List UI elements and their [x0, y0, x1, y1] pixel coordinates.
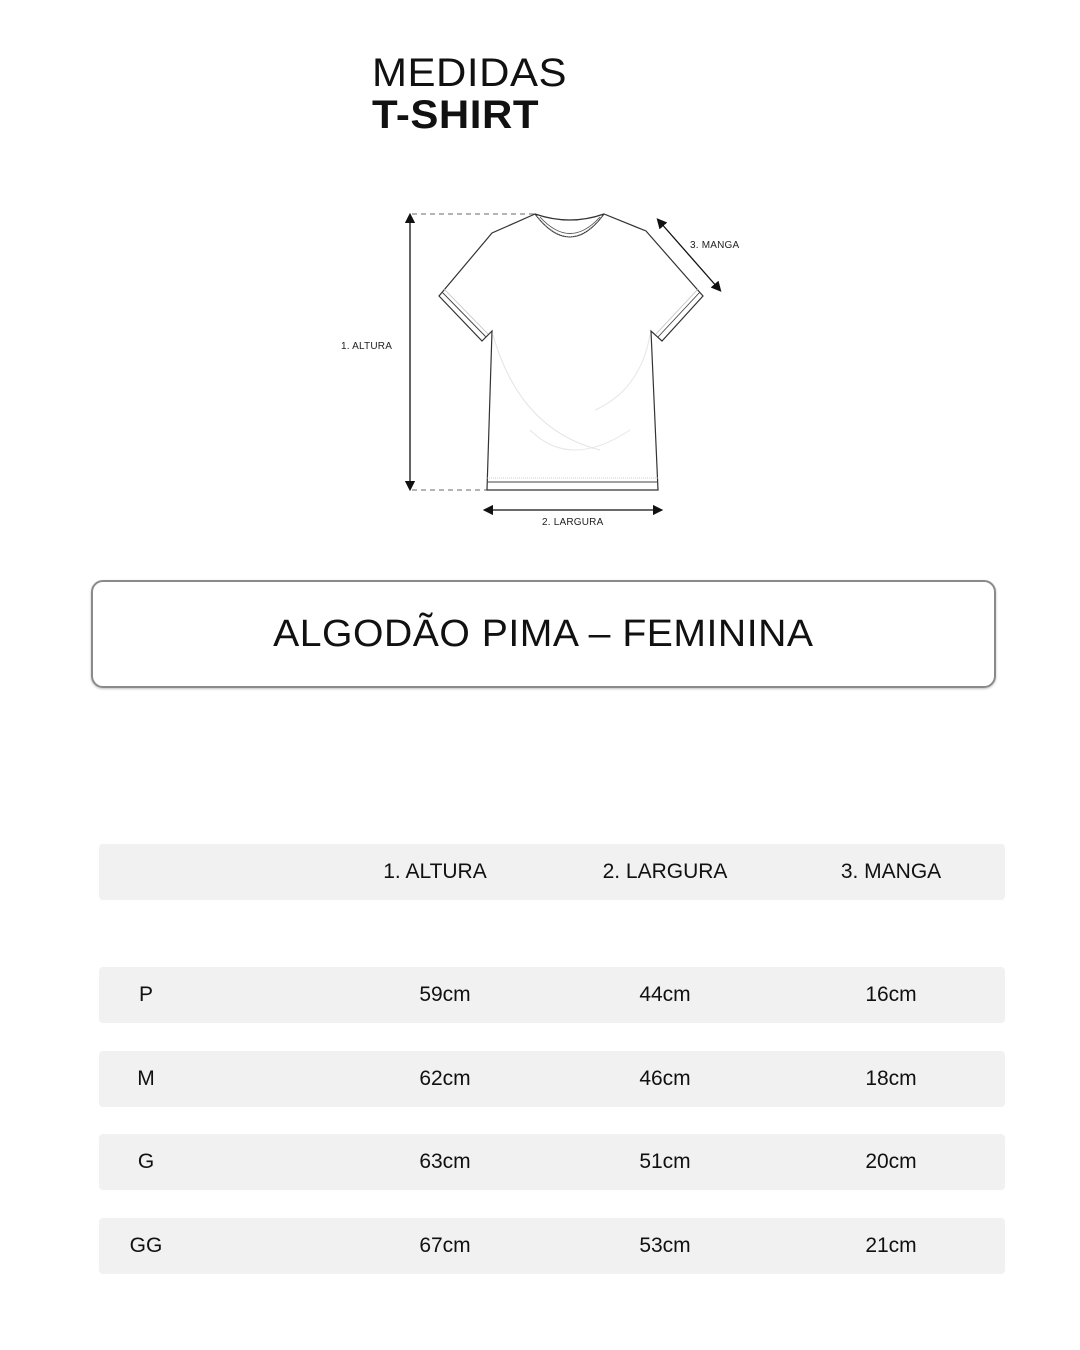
- banner-title: ALGODÃO PIMA – FEMININA: [273, 612, 814, 655]
- header-size: [109, 844, 183, 900]
- manga-cell: 18cm: [865, 1067, 917, 1090]
- manga-cell: 20cm: [865, 1150, 917, 1173]
- largura-cell: 46cm: [639, 1067, 691, 1090]
- tshirt-icon: [330, 200, 750, 540]
- tshirt-measurement-diagram: [330, 200, 750, 540]
- size-cell: GG: [129, 1234, 163, 1257]
- largura-cell: 44cm: [639, 983, 691, 1006]
- label-manga: 3. MANGA: [690, 240, 740, 251]
- header-manga: 3. MANGA: [840, 860, 942, 883]
- altura-cell: 63cm: [419, 1150, 471, 1173]
- title-medidas: MEDIDAS: [372, 51, 568, 95]
- table-row: [99, 1134, 1005, 1190]
- altura-cell: 67cm: [419, 1234, 471, 1257]
- table-row: [99, 1051, 1005, 1107]
- header-altura: 1. ALTURA: [383, 860, 487, 883]
- table-row: [99, 1218, 1005, 1274]
- largura-cell: 53cm: [639, 1234, 691, 1257]
- altura-cell: 62cm: [419, 1067, 471, 1090]
- largura-cell: 51cm: [639, 1150, 691, 1173]
- table-row: [99, 967, 1005, 1023]
- size-cell: P: [138, 983, 153, 1006]
- manga-cell: 21cm: [865, 1234, 917, 1257]
- label-largura: 2. LARGURA: [542, 517, 604, 528]
- altura-cell: 59cm: [419, 983, 471, 1006]
- size-cell: G: [137, 1150, 155, 1173]
- table-header-row: [99, 844, 1005, 900]
- size-cell: M: [137, 1067, 155, 1090]
- header-largura: 2. LARGURA: [602, 860, 728, 883]
- title-tshirt: T-SHIRT: [372, 93, 539, 137]
- label-altura: 1. ALTURA: [341, 341, 393, 352]
- fabric-banner: [91, 580, 996, 688]
- manga-cell: 16cm: [865, 983, 917, 1006]
- page-title: [372, 51, 568, 137]
